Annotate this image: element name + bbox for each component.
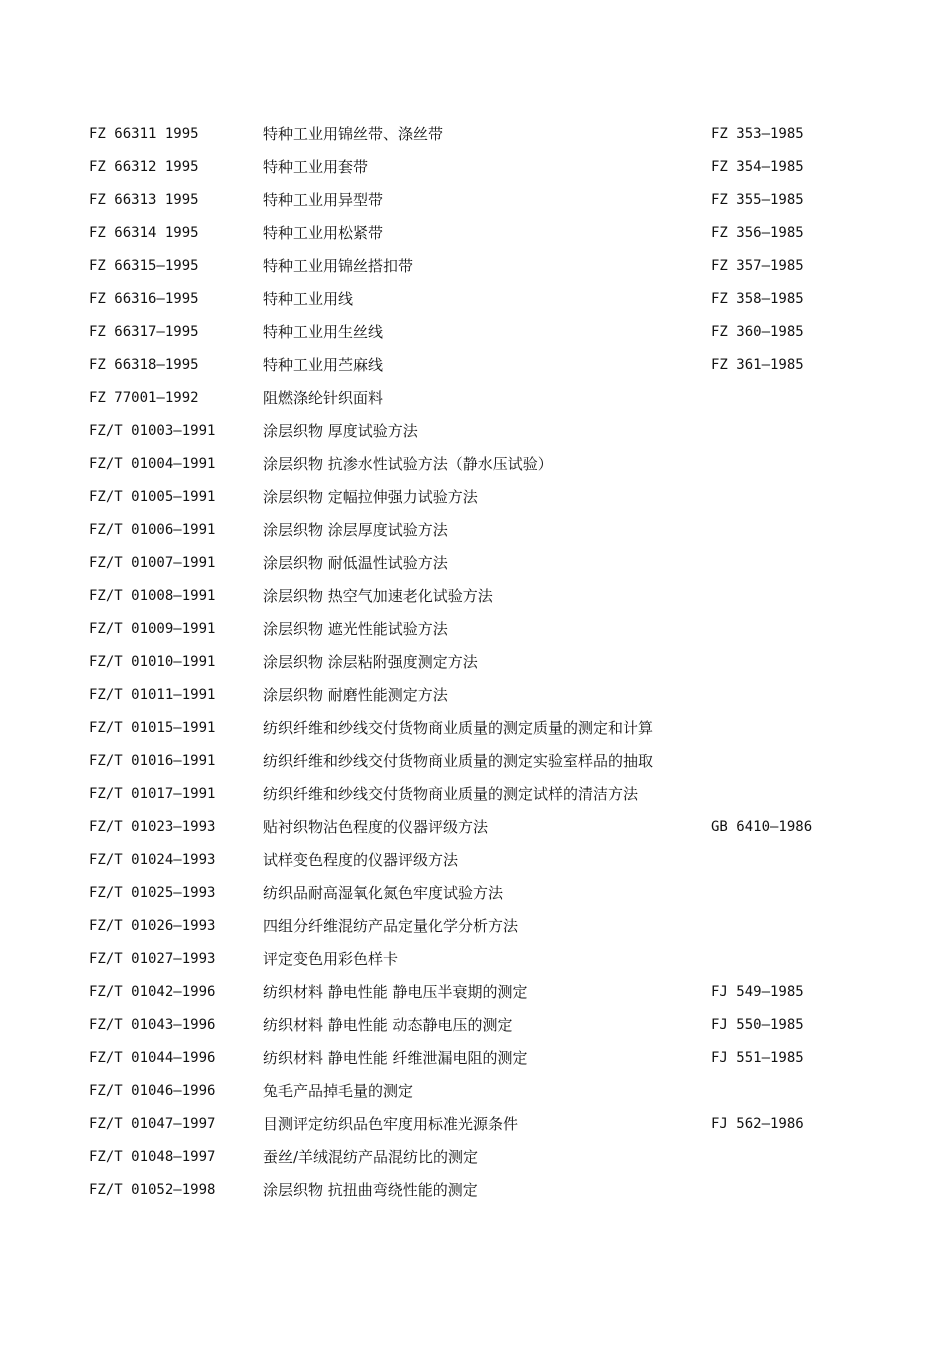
standard-code: FZ/T 01023—1993	[89, 819, 216, 835]
standard-code: FZ/T 01011—1991	[89, 687, 216, 703]
standard-code: FZ/T 01015—1991	[89, 720, 216, 736]
standard-title: 纺织纤维和纱线交付货物商业质量的测定质量的测定和计算	[263, 719, 654, 737]
standard-code: FZ/T 01025—1993	[89, 885, 216, 901]
standard-row	[0, 1013, 950, 1046]
standard-code: FZ/T 01027—1993	[89, 951, 216, 967]
standard-code: FZ 66315—1995	[89, 258, 199, 274]
standard-title: 涂层织物 抗渗水性试验方法（静水压试验）	[263, 455, 553, 473]
replaced-standard: FZ 353—1985	[711, 126, 804, 142]
standard-row	[0, 485, 950, 518]
standard-row	[0, 749, 950, 782]
standard-title: 涂层织物 抗扭曲弯绕性能的测定	[263, 1181, 478, 1199]
replaced-standard: FZ 358—1985	[711, 291, 804, 307]
standard-title: 试样变色程度的仪器评级方法	[263, 851, 459, 869]
standard-code: FZ/T 01006—1991	[89, 522, 216, 538]
standard-code: FZ/T 01047—1997	[89, 1116, 216, 1132]
standard-code: FZ/T 01017—1991	[89, 786, 216, 802]
standard-row	[0, 683, 950, 716]
standard-row	[0, 188, 950, 221]
replaced-standard: GB 6410—1986	[711, 819, 813, 835]
standard-title: 纺织纤维和纱线交付货物商业质量的测定实验室样品的抽取	[263, 752, 654, 770]
standard-code: FZ/T 01016—1991	[89, 753, 216, 769]
standard-code: FZ/T 01026—1993	[89, 918, 216, 934]
standard-code: FZ 77001—1992	[89, 390, 199, 406]
standard-row	[0, 386, 950, 419]
standard-title: 特种工业用套带	[263, 158, 369, 176]
standard-title: 特种工业用线	[263, 290, 354, 308]
standard-title: 纺织品耐高湿氧化氮色牢度试验方法	[263, 884, 504, 902]
standard-title: 涂层织物 热空气加速老化试验方法	[263, 587, 493, 605]
standard-title: 特种工业用生丝线	[263, 323, 384, 341]
standard-code: FZ/T 01003—1991	[89, 423, 216, 439]
standard-title: 纺织材料 静电性能 静电压半衰期的测定	[263, 983, 528, 1001]
standard-row	[0, 1178, 950, 1211]
standard-row	[0, 353, 950, 386]
standard-code: FZ 66312 1995	[89, 159, 199, 175]
standard-title: 目测评定纺织品色牢度用标准光源条件	[263, 1115, 519, 1133]
standard-row	[0, 1046, 950, 1079]
standard-title: 涂层织物 遮光性能试验方法	[263, 620, 448, 638]
standard-row	[0, 1079, 950, 1112]
standard-code: FZ/T 01009—1991	[89, 621, 216, 637]
standard-row	[0, 947, 950, 980]
standard-row	[0, 320, 950, 353]
standard-row	[0, 155, 950, 188]
standard-title: 纺织材料 静电性能 纤维泄漏电阻的测定	[263, 1049, 528, 1067]
standard-title: 兔毛产品掉毛量的测定	[263, 1082, 414, 1100]
standard-row	[0, 1145, 950, 1178]
standard-title: 涂层织物 厚度试验方法	[263, 422, 418, 440]
standard-title: 特种工业用苎麻线	[263, 356, 384, 374]
standard-code: FZ/T 01043—1996	[89, 1017, 216, 1033]
standard-code: FZ 66311 1995	[89, 126, 199, 142]
standard-row	[0, 650, 950, 683]
standard-code: FZ 66313 1995	[89, 192, 199, 208]
standard-title: 涂层织物 涂层厚度试验方法	[263, 521, 448, 539]
replaced-standard: FZ 357—1985	[711, 258, 804, 274]
standard-title: 特种工业用松紧带	[263, 224, 384, 242]
standard-code: FZ/T 01044—1996	[89, 1050, 216, 1066]
standard-title: 特种工业用锦丝搭扣带	[263, 257, 414, 275]
standard-title: 纺织材料 静电性能 动态静电压的测定	[263, 1016, 513, 1034]
standard-title: 涂层织物 定幅拉伸强力试验方法	[263, 488, 478, 506]
standard-code: FZ/T 01042—1996	[89, 984, 216, 1000]
standard-row	[0, 551, 950, 584]
replaced-standard: FZ 361—1985	[711, 357, 804, 373]
standard-code: FZ 66314 1995	[89, 225, 199, 241]
standard-row	[0, 848, 950, 881]
replaced-standard: FZ 354—1985	[711, 159, 804, 175]
standard-title: 蚕丝/羊绒混纺产品混纺比的测定	[263, 1148, 479, 1166]
standard-title: 评定变色用彩色样卡	[263, 950, 399, 968]
standard-code: FZ/T 01046—1996	[89, 1083, 216, 1099]
standard-row	[0, 584, 950, 617]
standard-row	[0, 419, 950, 452]
standard-title: 涂层织物 涂层粘附强度测定方法	[263, 653, 478, 671]
standard-row	[0, 716, 950, 749]
standard-row	[0, 815, 950, 848]
standard-title: 四组分纤维混纺产品定量化学分析方法	[263, 917, 519, 935]
standard-code: FZ 66317—1995	[89, 324, 199, 340]
standard-row	[0, 122, 950, 155]
standard-code: FZ/T 01008—1991	[89, 588, 216, 604]
standard-title: 纺织纤维和纱线交付货物商业质量的测定试样的清洁方法	[263, 785, 639, 803]
standard-title: 涂层织物 耐磨性能测定方法	[263, 686, 448, 704]
standards-list	[0, 122, 950, 1211]
standard-row	[0, 617, 950, 650]
standard-code: FZ/T 01010—1991	[89, 654, 216, 670]
standard-row	[0, 1112, 950, 1145]
standard-row	[0, 782, 950, 815]
replaced-standard: FJ 550—1985	[711, 1017, 804, 1033]
replaced-standard: FZ 355—1985	[711, 192, 804, 208]
replaced-standard: FJ 562—1986	[711, 1116, 804, 1132]
standard-row	[0, 914, 950, 947]
standard-code: FZ/T 01005—1991	[89, 489, 216, 505]
standard-row	[0, 254, 950, 287]
replaced-standard: FZ 356—1985	[711, 225, 804, 241]
standard-row	[0, 452, 950, 485]
standard-code: FZ/T 01024—1993	[89, 852, 216, 868]
standard-row	[0, 518, 950, 551]
replaced-standard: FZ 360—1985	[711, 324, 804, 340]
standard-title: 阻燃涤纶针织面料	[263, 389, 384, 407]
standard-row	[0, 881, 950, 914]
standard-title: 涂层织物 耐低温性试验方法	[263, 554, 448, 572]
replaced-standard: FJ 549—1985	[711, 984, 804, 1000]
standard-row	[0, 980, 950, 1013]
standard-code: FZ/T 01004—1991	[89, 456, 216, 472]
standard-code: FZ 66318—1995	[89, 357, 199, 373]
standard-code: FZ 66316—1995	[89, 291, 199, 307]
standard-row	[0, 221, 950, 254]
standard-code: FZ/T 01007—1991	[89, 555, 216, 571]
standard-code: FZ/T 01048—1997	[89, 1149, 216, 1165]
standard-code: FZ/T 01052—1998	[89, 1182, 216, 1198]
replaced-standard: FJ 551—1985	[711, 1050, 804, 1066]
standard-row	[0, 287, 950, 320]
standard-title: 特种工业用异型带	[263, 191, 384, 209]
standard-title: 贴衬织物沾色程度的仪器评级方法	[263, 818, 489, 836]
standard-title: 特种工业用锦丝带、涤丝带	[263, 125, 444, 143]
